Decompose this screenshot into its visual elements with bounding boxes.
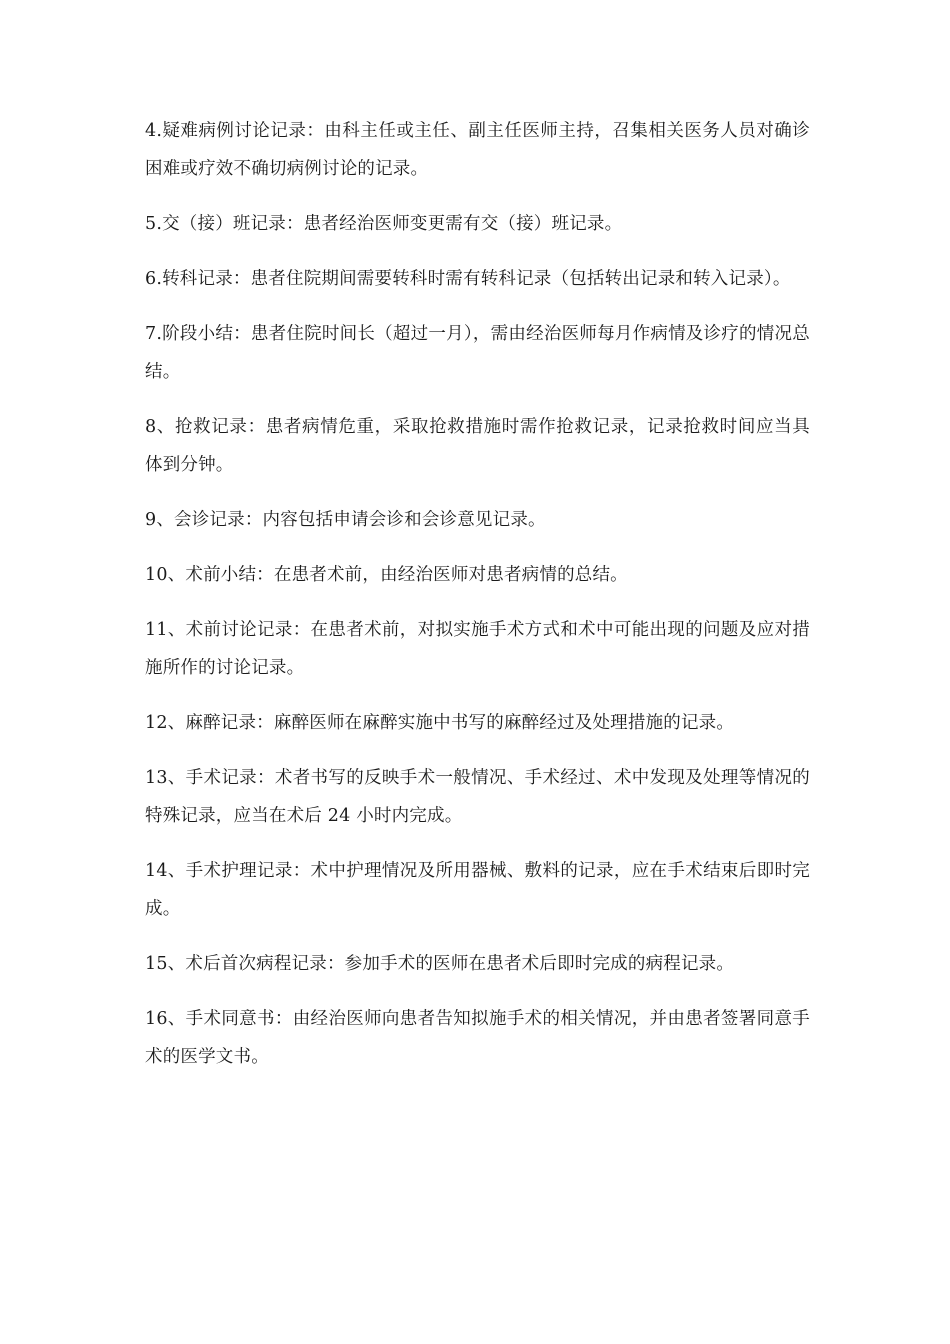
paragraph-item-15: 15、术后首次病程记录：参加手术的医师在患者术后即时完成的病程记录。 <box>145 954 735 974</box>
paragraph-item-10: 10、术前小结：在患者术前，由经治医师对患者病情的总结。 <box>145 565 628 585</box>
paragraph-item-13: 13、手术记录：术者书写的反映手术一般情况、手术经过、术中发现及处理等情况的特殊记录，应当在术后 24 小时内完成。 <box>145 768 810 826</box>
paragraph-item-8: 8、抢救记录：患者病情危重，采取抢救措施时需作抢救记录，记录抢救时间应当具体到分钟。 <box>145 417 810 475</box>
paragraph-item-9: 9、会诊记录：内容包括申请会诊和会诊意见记录。 <box>145 510 546 530</box>
paragraph-item-7: 7.阶段小结：患者住院时间长（超过一月），需由经治医师每月作病情及诊疗的情况总结。 <box>145 324 810 382</box>
paragraph-item-5: 5.交（接）班记录：患者经治医师变更需有交（接）班记录。 <box>145 214 623 234</box>
paragraph-item-11: 11、术前讨论记录：在患者术前，对拟实施手术方式和术中可能出现的问题及应对措施所作的讨论记录。 <box>145 620 810 678</box>
paragraph-item-4: 4.疑难病例讨论记录：由科主任或主任、副主任医师主持，召集相关医务人员对确诊困难或疗效不确切病例讨论的记录。 <box>145 121 810 179</box>
paragraph-item-14: 14、手术护理记录：术中护理情况及所用器械、敷料的记录，应在手术结束后即时完成。 <box>145 861 810 919</box>
document-body <box>145 112 810 1093</box>
paragraph-item-6: 6.转科记录：患者住院期间需要转科时需有转科记录（包括转出记录和转入记录）。 <box>145 269 791 289</box>
paragraph-item-16: 16、手术同意书：由经治医师向患者告知拟施手术的相关情况，并由患者签署同意手术的医学文书。 <box>145 1009 810 1067</box>
paragraph-item-12: 12、麻醉记录：麻醉医师在麻醉实施中书写的麻醉经过及处理措施的记录。 <box>145 713 735 733</box>
